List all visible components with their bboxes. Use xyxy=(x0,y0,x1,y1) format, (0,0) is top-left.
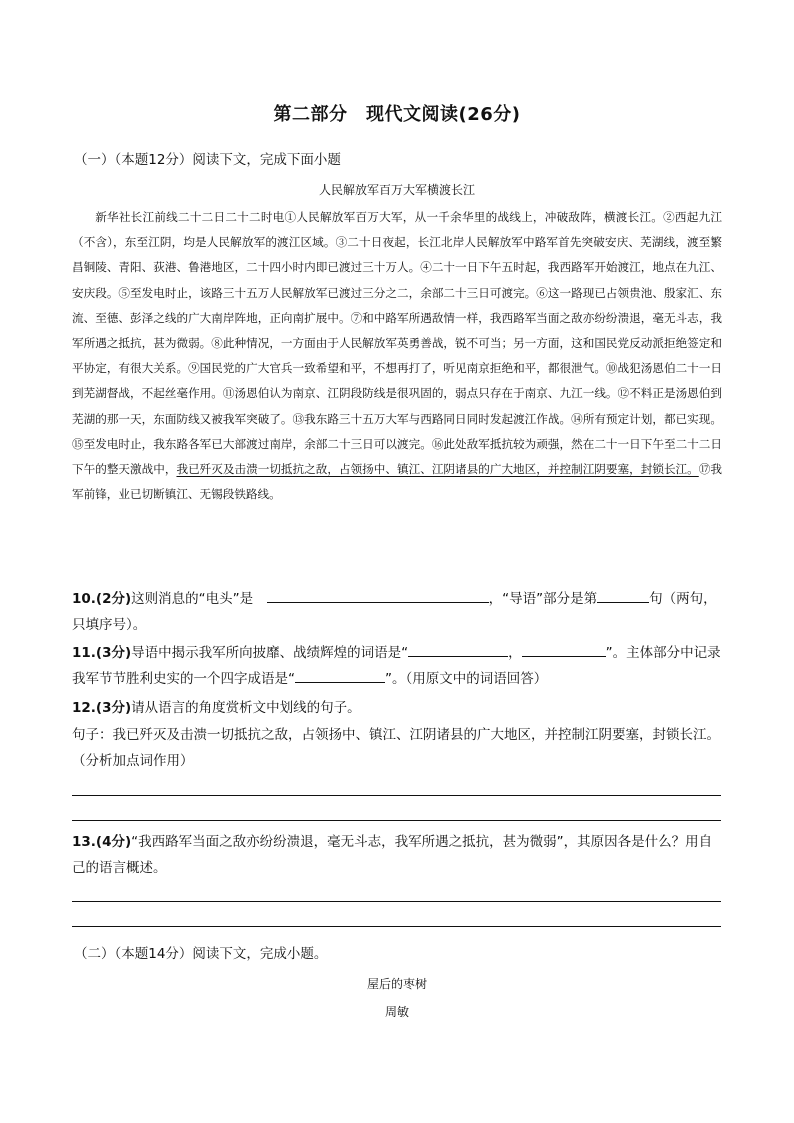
q10-blank-dateline[interactable] xyxy=(267,588,489,603)
q11-text-d: ”。（用原文中的词语回答） xyxy=(385,671,548,687)
q13-score: (4分) xyxy=(95,834,132,850)
q12-score: (3分) xyxy=(95,700,132,716)
section2-author: 周敏 xyxy=(384,1005,409,1019)
page-title: 第二部分 现代文阅读(26分) xyxy=(273,104,521,125)
q11-text-b: ， xyxy=(508,645,522,661)
question-11 xyxy=(72,640,724,692)
article-title: 人民解放军百万大军横渡长江 xyxy=(318,183,475,197)
q11-text-a: 导语中揭示我军所向披靡、战绩辉煌的词语是“ xyxy=(131,645,409,661)
q12-text: 请从语言的角度赏析文中划线的句子。 xyxy=(131,700,361,716)
q10-text-c: 句（两句，只填序号）。 xyxy=(72,591,717,633)
answer-line[interactable] xyxy=(72,926,721,927)
q13-text: “我西路军当面之敌亦纷纷溃退，毫无斗志，我军所遇之抵抗，甚为微弱”，其原因各是什么？用自己的语言概述。 xyxy=(72,834,713,876)
q11-blank-2[interactable] xyxy=(522,642,606,657)
section2-heading: （二）（本题14分）阅读下文，完成小题。 xyxy=(74,946,328,962)
q11-blank-idiom[interactable] xyxy=(295,668,385,683)
underlined-sentence: 我已歼灭及击溃一切抵抗之敌，占领扬中、镇江、江阴诸县的广大地区，并控制江阴要塞，封锁长江。 xyxy=(176,462,699,477)
q12-number: 12. xyxy=(72,700,96,716)
answer-line[interactable] xyxy=(72,820,721,821)
q10-score: (2分) xyxy=(95,591,132,607)
article-body xyxy=(72,205,722,507)
answer-line[interactable] xyxy=(72,795,721,796)
question-12 xyxy=(72,695,724,721)
question-10 xyxy=(72,586,724,638)
q10-text-b: ，“导语”部分是第 xyxy=(488,591,598,607)
section2-article-title: 屋后的枣树 xyxy=(366,977,427,991)
answer-line[interactable] xyxy=(72,901,721,902)
section1-heading: （一）（本题12分）阅读下文，完成下面小题 xyxy=(74,152,341,168)
article-end-text: ⑰我军前锋，业已切断镇江、无锡段铁路线。 xyxy=(72,462,722,502)
q12-sentence: 句子：我已歼灭及击溃一切抵抗之敌，占领扬中、镇江、江阴诸县的广大地区，并控制江阴要塞，封锁长江。（分析加点词作用） xyxy=(72,727,720,769)
q10-blank-lead[interactable] xyxy=(597,588,649,603)
q11-blank-1[interactable] xyxy=(408,642,508,657)
q13-number: 13. xyxy=(72,834,96,850)
q10-text-a: 这则消息的“电头”是 xyxy=(131,591,254,607)
q11-text-c: ”。主体部分中记录我军节节胜利史实的一个四字成语是“ xyxy=(72,645,721,687)
question-13 xyxy=(72,829,724,881)
q10-number: 10. xyxy=(72,591,96,607)
article-main-text: 新华社长江前线二十二日二十二时电①人民解放军百万大军，从一千余华里的战线上，冲破敌阵，横渡长江。②西起九江（不含），东至江阴，均是人民解放军的渡江区域。③二十日夜起，长江北岸人民解放军中路军首先突破安庆、芜湖线，渡至繁昌铜陵、青阳、荻港、鲁港地区，二十四小时内即已渡过三十万人。④二十一日下午五时起，我西路军开始渡江，地点在九江、安庆段。⑤至发电时止，该路三十五万人民解放军已渡过三分之二，余部二十三日可渡完。⑥这一路现已占领贵池、殷家汇、东流、至德、彭泽之线的广大南岸阵地，正向南扩展中。⑦和中路军所遇敌情一样，我西路军当面之敌亦纷纷溃退，毫无斗志，我军所遇之抵抗，甚为微弱。⑧此种情况，一方面由于人民解放军英勇善战，锐不可当；另一方面，这和国民党反动派拒绝签定和平协定，有很大关系。⑨国民党的广大官兵一致希望和平，不想再打了，听见南京拒绝和平，都很泄气。⑩战犯汤恩伯二十一日到芜湖督战，不起丝毫作用。⑪汤恩伯认为南京、江阴段防线是很巩固的，弱点只存在于南京、九江一线。⑫不料正是汤恩伯到芜湖的那一天，东面防线又被我军突破了。⑬我东路三十五万大军与西路同日同时发起渡江作战。⑭所有预定计划，都已实现。⑮至发电时止，我东路各军已大部渡过南岸，余部二十三日可以渡完。⑯此处敌军抵抗较为顽强，然在二十一日下午至二十二日下午的整天激战中， xyxy=(72,210,722,477)
q11-number: 11. xyxy=(72,645,96,661)
q11-score: (3分) xyxy=(95,645,132,661)
